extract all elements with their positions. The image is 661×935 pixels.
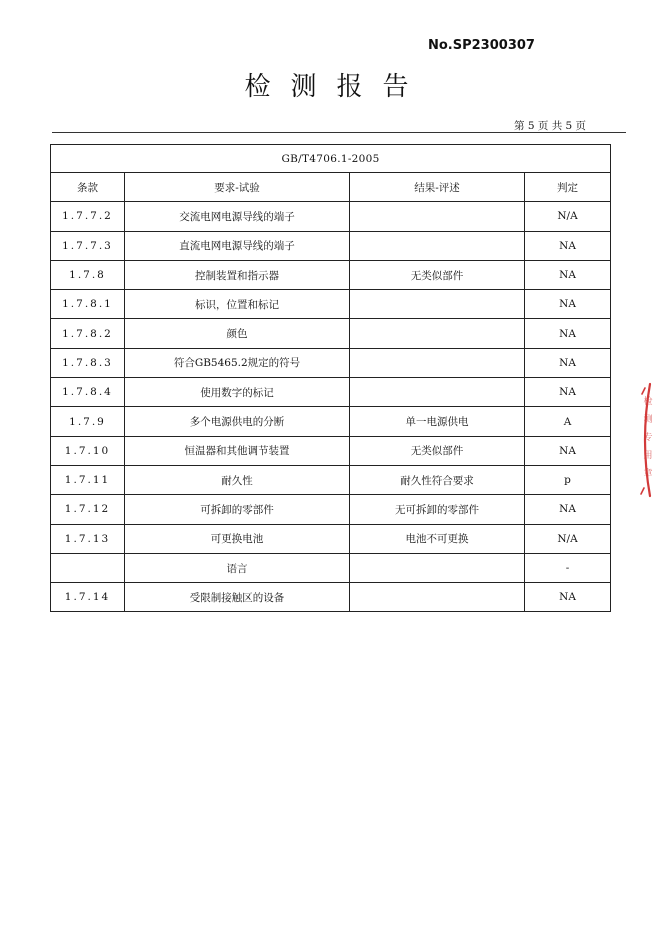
column-header-row — [51, 173, 611, 202]
cell-clause — [51, 553, 125, 582]
column-header-verdict: 判定 — [525, 173, 611, 202]
cell-verdict: NA — [525, 231, 611, 260]
cell-requirement: 恒温器和其他调节装置 — [125, 436, 350, 465]
cell-verdict: NA — [525, 319, 611, 348]
column-header-clause: 条款 — [51, 173, 125, 202]
table-row — [51, 407, 611, 436]
table-row — [51, 378, 611, 407]
cell-result: 耐久性符合要求 — [350, 465, 525, 494]
cell-result — [350, 290, 525, 319]
cell-verdict: NA — [525, 495, 611, 524]
cell-clause: 1.7.14 — [51, 583, 125, 612]
cell-verdict: N/A — [525, 524, 611, 553]
table-row — [51, 553, 611, 582]
cell-clause: 1.7.8.4 — [51, 378, 125, 407]
cell-clause: 1.7.10 — [51, 436, 125, 465]
cell-result: 无类似部件 — [350, 260, 525, 289]
header-rule — [52, 132, 626, 133]
cell-result — [350, 202, 525, 231]
cell-result: 电池不可更换 — [350, 524, 525, 553]
cell-result — [350, 231, 525, 260]
svg-text:用: 用 — [643, 451, 653, 461]
cell-clause: 1.7.7.3 — [51, 231, 125, 260]
cell-clause: 1.7.9 — [51, 407, 125, 436]
table-row — [51, 436, 611, 465]
cell-requirement: 可更换电池 — [125, 524, 350, 553]
seal-text — [643, 395, 652, 479]
cell-result: 无可拆卸的零部件 — [350, 495, 525, 524]
table-row — [51, 495, 611, 524]
table-row — [51, 465, 611, 494]
cell-requirement: 交流电网电源导线的端子 — [125, 202, 350, 231]
table-row — [51, 319, 611, 348]
cell-verdict: NA — [525, 290, 611, 319]
cell-verdict: NA — [525, 436, 611, 465]
cell-clause: 1.7.7.2 — [51, 202, 125, 231]
table-row — [51, 524, 611, 553]
svg-text:章: 章 — [643, 469, 653, 479]
cell-result — [350, 348, 525, 377]
cell-clause: 1.7.8.1 — [51, 290, 125, 319]
cell-requirement: 语言 — [125, 553, 350, 582]
cell-requirement: 标识，位置和标记 — [125, 290, 350, 319]
cell-requirement: 可拆卸的零部件 — [125, 495, 350, 524]
table-row — [51, 348, 611, 377]
cell-clause: 1.7.11 — [51, 465, 125, 494]
cell-requirement: 使用数字的标记 — [125, 378, 350, 407]
cell-requirement: 符合GB5465.2规定的符号 — [125, 348, 350, 377]
cell-clause: 1.7.13 — [51, 524, 125, 553]
cell-verdict: NA — [525, 583, 611, 612]
cell-verdict: NA — [525, 378, 611, 407]
cell-clause: 1.7.12 — [51, 495, 125, 524]
cell-result — [350, 553, 525, 582]
cell-result: 无类似部件 — [350, 436, 525, 465]
cell-result: 单一电源供电 — [350, 407, 525, 436]
table-body — [51, 202, 611, 612]
cell-verdict: - — [525, 553, 611, 582]
cell-verdict: N/A — [525, 202, 611, 231]
table-row — [51, 583, 611, 612]
inspection-seal — [636, 380, 661, 500]
column-header-requirement: 要求-试验 — [125, 173, 350, 202]
standard-code: GB/T4706.1-2005 — [51, 145, 611, 173]
page-title: 检测报告 — [244, 72, 429, 102]
cell-clause: 1.7.8 — [51, 260, 125, 289]
page-info: 第 5 页 共 5 页 — [514, 120, 587, 132]
cell-result — [350, 583, 525, 612]
inspection-table — [50, 144, 611, 612]
svg-text:测: 测 — [643, 415, 653, 425]
table-row — [51, 290, 611, 319]
cell-verdict: NA — [525, 260, 611, 289]
standard-row — [51, 145, 611, 173]
svg-text:专: 专 — [643, 433, 653, 443]
cell-verdict: p — [525, 465, 611, 494]
cell-requirement: 受限制接触区的设备 — [125, 583, 350, 612]
report-number: No.SP2300307 — [428, 38, 535, 53]
cell-verdict: NA — [525, 348, 611, 377]
cell-clause: 1.7.8.2 — [51, 319, 125, 348]
cell-requirement: 多个电源供电的分断 — [125, 407, 350, 436]
cell-requirement: 颜色 — [125, 319, 350, 348]
table-row — [51, 202, 611, 231]
cell-requirement: 直流电网电源导线的端子 — [125, 231, 350, 260]
cell-verdict: A — [525, 407, 611, 436]
cell-requirement: 耐久性 — [125, 465, 350, 494]
table-row — [51, 231, 611, 260]
table-row — [51, 260, 611, 289]
column-header-result: 结果-评述 — [350, 173, 525, 202]
cell-result — [350, 319, 525, 348]
svg-text:检: 检 — [643, 397, 653, 407]
cell-result — [350, 378, 525, 407]
cell-requirement: 控制装置和指示器 — [125, 260, 350, 289]
cell-clause: 1.7.8.3 — [51, 348, 125, 377]
